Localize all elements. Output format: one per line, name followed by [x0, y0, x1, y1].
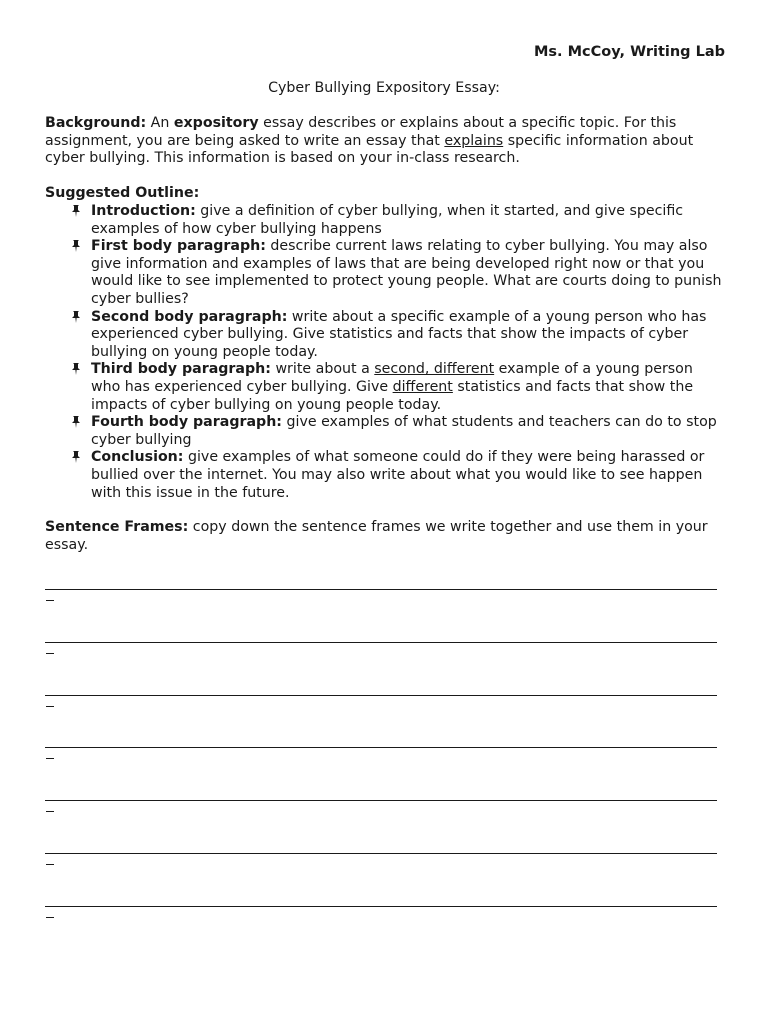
outline-item-label: Conclusion:	[91, 449, 184, 466]
line-dash	[46, 706, 54, 707]
outline-item-label: Third body paragraph:	[91, 361, 271, 378]
teacher-lab-header: Ms. McCoy, Writing Lab	[533, 44, 725, 60]
line-dash	[46, 600, 54, 601]
sentence-frames-paragraph	[45, 519, 725, 554]
outline-item-third-body	[45, 361, 725, 414]
outline-item-second-body	[45, 309, 725, 362]
background-label: Background:	[45, 115, 147, 131]
outline-item-fourth-body	[45, 414, 725, 449]
outline-item-text: write about a specific example of a young person who has experienced cyber bullying. Give statistics and facts that show the impacts of cyber bullying on young people today.	[91, 308, 707, 360]
writing-line-rule	[45, 747, 717, 748]
background-text-2: essay describes or explains about a specific topic. For this assignment, you are being asked to write an essay that	[45, 115, 677, 149]
explains-underlined-word: explains	[444, 132, 504, 149]
outline-list	[45, 203, 725, 502]
outline-item-conclusion	[45, 449, 725, 502]
pushpin-bullet-icon	[71, 415, 81, 429]
background-section	[45, 115, 725, 168]
writing-line[interactable]	[45, 877, 717, 930]
writing-line[interactable]	[45, 666, 717, 719]
line-dash	[46, 653, 54, 654]
writing-line[interactable]	[45, 718, 717, 771]
pushpin-bullet-icon	[71, 450, 81, 464]
outline-item-label: First body paragraph:	[91, 238, 266, 255]
background-paragraph	[45, 115, 725, 168]
outline-item-text: give a definition of cyber bullying, when it started, and give specific examples of how cyber bullying happens	[91, 203, 684, 237]
document-title: Cyber Bullying Expository Essay:	[268, 80, 500, 96]
writing-line-rule	[45, 853, 717, 854]
writing-lines	[45, 560, 717, 930]
suggested-outline-heading: Suggested Outline:	[45, 185, 200, 201]
outline-item-text: describe current laws relating to cyber bullying. You may also give information and examples of laws that are being developed right now or that you would like to see implemented to protect young people. What are courts doing to punish cyber bullies?	[91, 238, 722, 307]
writing-line-rule	[45, 906, 717, 907]
line-dash	[46, 917, 54, 918]
outline-item-label: Introduction:	[91, 203, 196, 219]
outline-item-label: Second body paragraph:	[91, 308, 288, 325]
outline-item-text: example of a young person who has experienced cyber bullying. Give	[91, 361, 693, 395]
outline-item-first-body	[45, 238, 725, 308]
line-dash	[46, 758, 54, 759]
outline-item-text: write about a	[270, 361, 375, 378]
writing-line-rule	[45, 800, 717, 801]
sentence-frames-label: Sentence Frames:	[45, 519, 189, 535]
writing-line[interactable]	[45, 824, 717, 877]
writing-line[interactable]	[45, 771, 717, 824]
sentence-frames-text: copy down the sentence frames we write together and use them in your essay.	[45, 519, 708, 553]
outline-item-underlined: different	[392, 378, 453, 395]
line-dash	[46, 864, 54, 865]
writing-line-rule	[45, 589, 717, 590]
pushpin-bullet-icon	[71, 204, 81, 218]
writing-line[interactable]	[45, 613, 717, 666]
line-dash	[46, 811, 54, 812]
outline-item-label: Fourth body paragraph:	[91, 414, 282, 431]
outline-item-text: give examples of what students and teachers can do to stop cyber bullying	[91, 414, 717, 448]
writing-line[interactable]	[45, 560, 717, 613]
outline-item-text: statistics and facts that show the impacts of cyber bullying on young people today.	[91, 378, 694, 413]
writing-line-rule	[45, 695, 717, 696]
pushpin-bullet-icon	[71, 310, 81, 324]
pushpin-bullet-icon	[71, 362, 81, 376]
outline-item-underlined: second, different	[374, 361, 495, 378]
pushpin-bullet-icon	[71, 239, 81, 253]
sentence-frames-section	[45, 519, 725, 554]
outline-item-text: give examples of what someone could do if they were being harassed or bullied over the internet. You may also write about what you would like to see happen with this issue in the future.	[91, 449, 705, 501]
writing-line-rule	[45, 642, 717, 643]
background-text-1: An	[146, 115, 174, 131]
background-text-3: specific information about cyber bullying. This information is based on your in-class research.	[45, 132, 694, 167]
expository-bold-word: expository	[173, 115, 259, 131]
outline-item-introduction	[45, 203, 725, 238]
